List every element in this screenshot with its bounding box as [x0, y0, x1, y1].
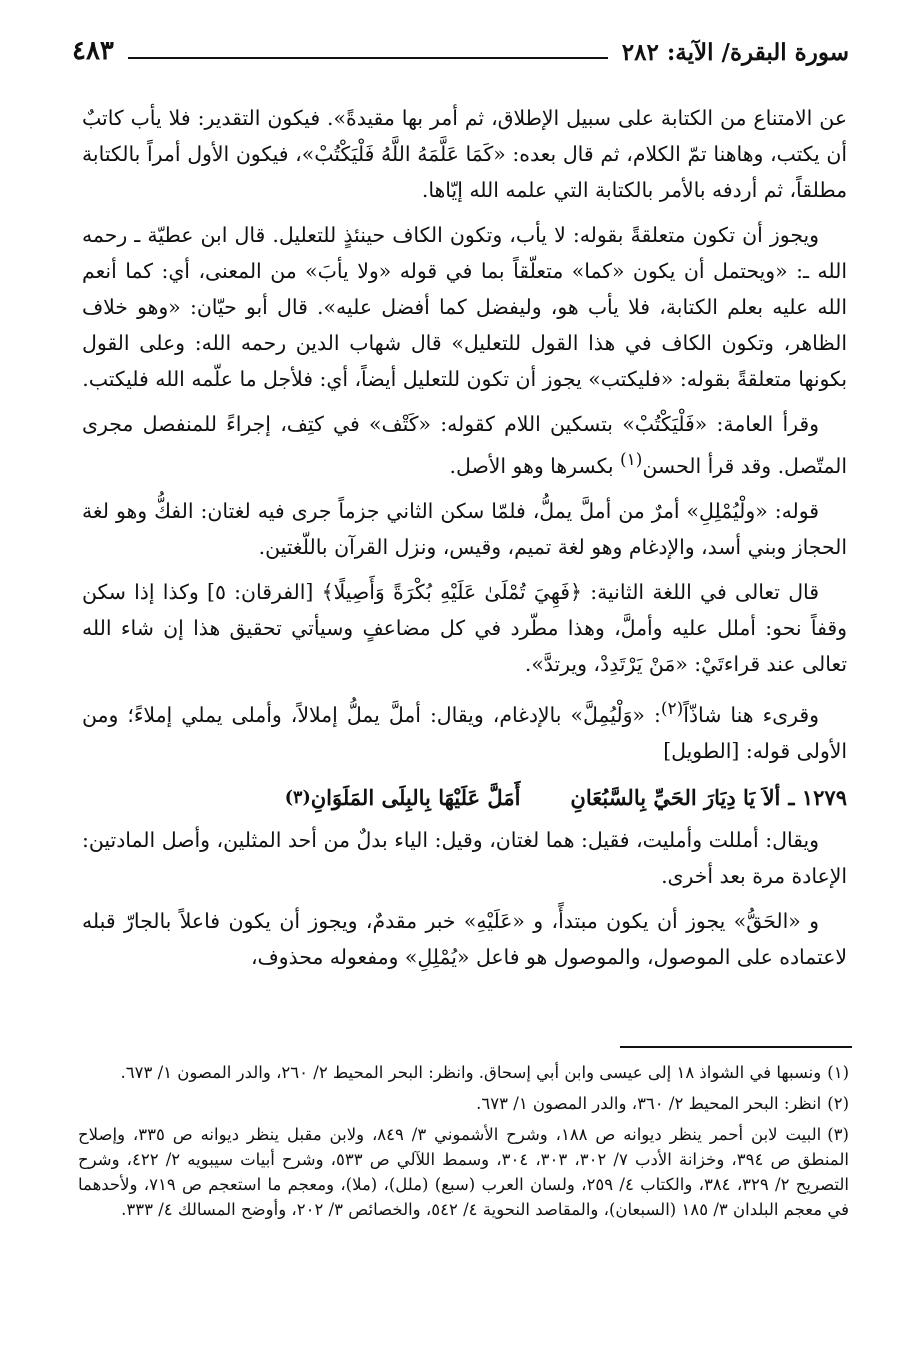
footnotes [78, 1060, 849, 1228]
paragraph-3-text: وقرأ العامة: «فَلْيَكْتُبْ» بتسكين اللام كقوله: «كَتْف» في كتِف، إجراءً للمنفصل مجرى المتّصل. وقد قرأ الحسن [82, 412, 847, 478]
page-header [72, 22, 849, 66]
footnote-3 [78, 1122, 849, 1222]
poetry-verse [82, 778, 847, 818]
footnote-2-mark: (٢) [827, 1094, 849, 1113]
running-title: سورة البقرة/ الآية: ٢٨٢ [621, 39, 849, 66]
paragraph-4: قوله: «ولْيُمْلِلِ» أمرٌ من أملَّ يملُّ، فلمّا سكن الثاني جزماً جرى فيه لغتان: الفكُّ وهو لغة الحجاز وبني أسد، والإدغام وهو لغة تميم، وقيس، ونزل القرآن باللّغتين. [82, 498, 847, 559]
paragraph-8: و «الحَقُّ» يجوز أن يكون مبتدأً، و «عَلَيْهِ» خبر مقدمٌ، ويجوز أن يكون فاعلاً بالجارّ قبله لاعتماده على الموصول، والموصول هو فاعل «يُمْلِلِ» ومفعوله محذوف، [82, 908, 847, 969]
footnote-ref-3: (٣) [284, 787, 311, 808]
footnote-ref-2: (٢) [660, 698, 684, 719]
footnote-ref-1: (١) [619, 450, 643, 470]
footnote-1 [78, 1060, 849, 1085]
footnote-2 [78, 1091, 849, 1116]
paragraph-6-text: وقرىء هنا شاذّاً [683, 702, 819, 727]
footnote-3-mark: (٣) [827, 1125, 849, 1144]
header-rule [128, 57, 608, 59]
verse-second-hemistich: أَمَلَّ عَلَيْهَا بِالبِلَى المَلَوَانِ [310, 784, 521, 810]
footnote-2-text: انظر: البحر المحيط ٢/ ٣٦٠، والدر المصون ١/ ٦٧٣. [476, 1094, 822, 1113]
footnote-3-text: البيت لابن أحمر ينظر ديوانه ص ١٨٨، وشرح الأشموني ٣/ ٨٤٩، ولابن مقبل ينظر ديوانه ص ٣٣٥، وإصلاح المنطق ص ٣٩٤، وخزانة الأدب ٧/ ٣٠٢، ٣٠٣، ٣٠٤، وسمط اللآلي ص ٥٣٣، وشرح أبيات سيبويه ٢/ ٤٢٢، وشرح التصريح ٢/ ٣٢٩، ٣٨٤، والكتاب ٤/ ٢٥٩، ولسان العرب (سبع) (ملل)، (ملا)، ومعجم ما استعجم ص ٧١٩، ولأحدهما في معجم البلدان ٣/ ١٨٥ (السبعان)، والمقاصد النحوية ٤/ ٥٤٢، والخصائص ٣/ ٢٠٢، وأوضح المسالك ٤/ ٣٣٣. [78, 1125, 850, 1219]
paragraph-3 [82, 406, 847, 484]
paragraph-6-end: : «وَلْيُمِلَّ» بالإدغام، ويقال: أملَّ يملُّ إملالاً، وأملى يملي إملاءً؛ ومن الأولى قوله: [الطويل] [82, 702, 847, 763]
verse-number: ١٢٧٩ ـ [788, 784, 847, 810]
paragraph-1: عن الامتناع من الكتابة على سبيل الإطلاق، ثم أمر بها مقيدةً». فيكون التقدير: فلا يأب كاتبٌ أن يكتب، وهاهنا تمّ الكلام، ثم قال بعده: «كَمَا عَلَّمَهُ اللَّهُ فَلْيَكْتُبْ»، فيكون الأول أمراً بالكتابة مطلقاً، ثم أردفه بالأمر بالكتابة التي علمه الله إيّاها. [82, 106, 847, 202]
paragraph-5: قال تعالى في اللغة الثانية: ﴿فَهِيَ تُمْلَىٰ عَلَيْهِ بُكْرَةً وَأَصِيلًا﴾ [الفرقان: ٥] وكذا إذا سكن وقفاً نحو: أملل عليه وأملَّ، وهذا مطّرد في كل مضاعفٍ وسيأتي تحقيق هذا إن شاء الله تعالى عند قراءتَيْ: «مَنْ يَرْتَدِدْ، ويرتدَّ». [82, 579, 847, 676]
paragraph-2: ويجوز أن تكون متعلقةً بقوله: لا يأب، وتكون الكاف حينئذٍ للتعليل. قال ابن عطيّة ـ رحمه الله ـ: «ويحتمل أن يكون «كما» متعلّقاً بما في قوله «ولا يأبَ» من المعنى، أي: كما أنعم الله عليه بعلم الكتابة، فلا يأب هو، وليفضل كما أفضل عليه». قال أبو حيّان: «وهو خلاف الظاهر، وتكون الكاف في هذا القول للتعليل» قال شهاب الدين رحمه الله: وعلى القول بكونها متعلقةً بقوله: «فليكتب» يجوز أن تكون للتعليل أيضاً، أي: فلأجل ما علّمه الله فليكتب. [82, 223, 847, 391]
main-text [82, 100, 847, 984]
footnote-1-mark: (١) [827, 1063, 849, 1082]
paragraph-3-end: بكسرها وهو الأصل. [449, 453, 620, 478]
paragraph-7: ويقال: أمللت وأمليت، فقيل: هما لغتان، وقيل: الياء بدلٌ من أحد المثلين، وأصل المادتين: الإعادة مرة بعد أخرى. [82, 827, 847, 888]
page-number: ٤٨٣ [72, 36, 114, 66]
footnote-1-text: ونسبها في الشواذ ١٨ إلى عيسى وابن أبي إسحاق. وانظر: البحر المحيط ٢/ ٢٦٠، والدر المصون ١/ ٦٧٣. [120, 1063, 822, 1082]
paragraph-6 [82, 691, 847, 769]
verse-first-hemistich: ألاَ يَا دِيَارَ الحَيِّ بِالسَّبُعَانِ [570, 784, 781, 810]
footnote-separator [620, 1046, 852, 1048]
